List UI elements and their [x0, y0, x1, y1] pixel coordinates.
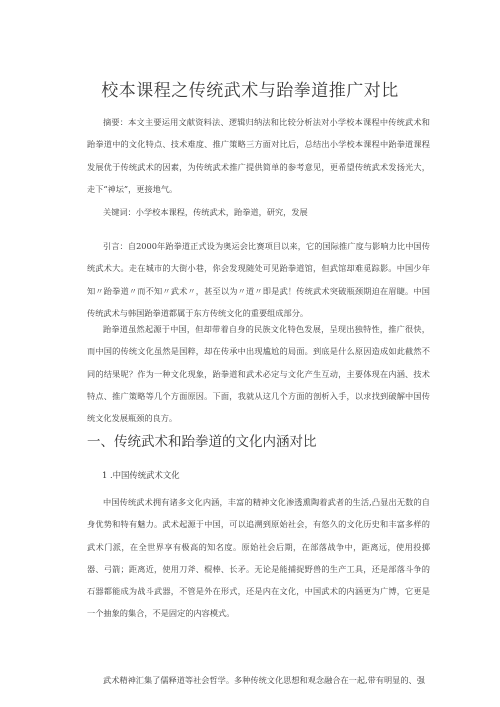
- intro-paragraph-1: 引言：自2000年跆拳道正式设为奥运会比赛项目以来，它的国际推广度与影响力比中国传统武术大。走在城市的大街小巷，你会发现随处可见跆拳道馆，但武馆却难觅踪影。中国少年知〃跆拳道〃而不知〃武术〃，甚至以为〃道〃即是武！传统武术突破瓶颈期迫在眉睫。中国传统武术与韩国跆拳道都属于东方传统文化的重要组成部分。: [87, 241, 430, 318]
- page-title: 校本课程之传统武术与跆拳道推广对比: [101, 81, 399, 101]
- abstract-paragraph: 摘要：本文主要运用文献资料法、逻辑归纳法和比较分析法对小学校本课程中传统武术和跆拳道中的文化特点、技术难度、推广策略三方面对比后，总结出小学校本课程中跆拳道课程发展优于传统武术的因素，为传统武术推广提供简单的参考意见，更希望传统武术发扬光大，走下“神坛”，更接地气。: [87, 117, 430, 194]
- body-paragraph-1: 中国传统武术拥有诸多文化内涵，丰富的精神文化渗透熏陶着武者的生活,凸显出无数的自身优势和特有魅力。武术起源于中国，可以追溯到原始社会，有悠久的文化历史和丰富多样的武术门派，在全世界享有极高的知名度。原始社会后期，在部落战争中，距离远，使用投掷器、弓箭；距离近，使用刀斧、棍棒、长矛。无论是能捕捉野兽的生产工具，还是部落斗争的石器都能成为战斗武器，不管是外在形式，还是内在文化，中国武术的内涵更为广博，它更是一个抽象的集合，不是固定的内容模式。: [87, 497, 430, 619]
- intro-paragraph-2: 跆拳道虽然起源于中国，但却带着自身的民族文化特色发展，呈现出独特性，推广很快，而中国的传统文化虽然是国粹，却在传承中出现尴尬的局面。到底是什么原因造成如此截然不同的结果呢？作为一种文化现象，跆拳道和武术必定与文化产生互动，主要体现在内涵、技术特点、推广策略等几个方面原因。下面，我就从这几个方面的剖析入手，以求找到破解中国传统文化发展瓶颈的良方。: [87, 324, 430, 424]
- keywords-paragraph: 关键词：小学校本课程，传统武术，跆拳道，研究，发展: [103, 207, 308, 217]
- section-1-heading: 一、传统武术和跆拳道的文化内涵对比: [87, 434, 317, 450]
- subsection-1-heading: 1 .中国传统武术文化: [102, 470, 180, 480]
- body-paragraph-2: 武术精神汇集了儒释道等社会哲学。多种传统文化思想和观念融合在一起,带有明显的、强: [103, 675, 425, 685]
